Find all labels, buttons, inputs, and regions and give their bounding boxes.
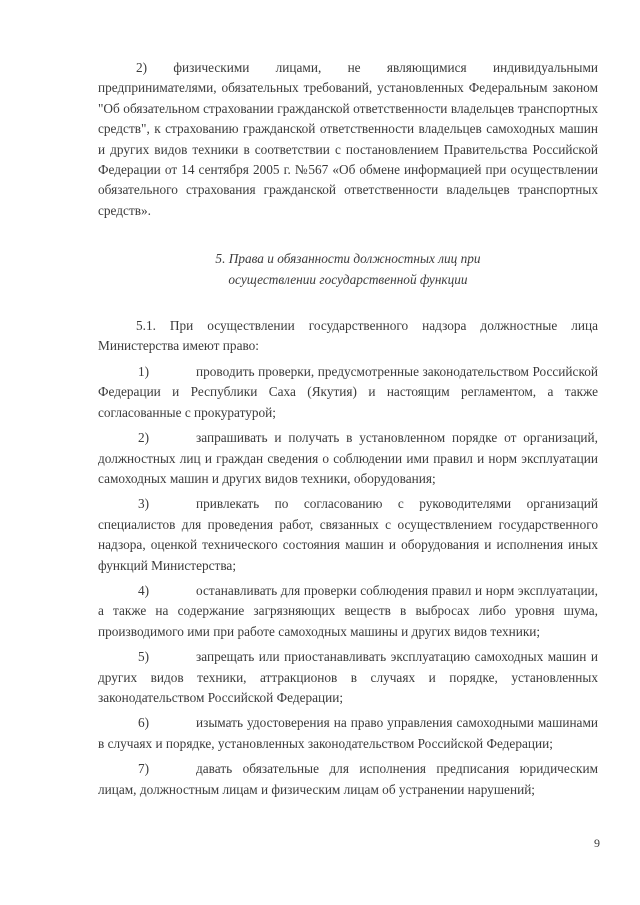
list-item-text: давать обязательные для исполнения предписания юридическим лицам, должностным лицам и физическим лицам об устранении нарушений; bbox=[98, 761, 598, 797]
list-item-number: 7) bbox=[138, 761, 150, 777]
list-item-6 bbox=[98, 713, 598, 754]
list-item-text: изымать удостоверения на право управления самоходными машинами в случаях и порядке, установленных законодательством Российской Федерации; bbox=[98, 715, 598, 751]
section-heading bbox=[98, 249, 598, 290]
list-item-2 bbox=[98, 428, 598, 489]
list-item-number: 5) bbox=[138, 649, 150, 665]
list-item-number: 3) bbox=[138, 496, 150, 512]
section-heading-line2: осуществлении государственной функции bbox=[228, 271, 468, 287]
list-item-text: привлекать по согласованию с руководителями организаций специалистов для проведения работ, связанных с осуществлением государственного надзора, оценкой технического состояния машин и оборудования и исполнения иных функций Министерства; bbox=[98, 496, 598, 573]
page-number: 9 bbox=[594, 836, 600, 850]
paragraph-2: 2) физическими лицами, не являющимися индивидуальными предпринимателями, обязательных требований, установленных Федеральным законом "Об обязательном страховании гражданской ответственности владельцев транспортных средств", к страхованию гражданской ответственности владельцев самоходных машин и других видов техники в соответствии с постановлением Правительства Российской Федерации от 14 сентября 2005 г. №567 «Об обмене информацией при осуществлении обязательного страхования гражданской ответственности владельцев транспортных средств». bbox=[98, 60, 598, 218]
section-heading-line1: 5. Права и обязанности должностных лиц при bbox=[215, 251, 481, 267]
list-item-text: останавливать для проверки соблюдения правил и норм эксплуатации, а также на содержание загрязняющих веществ в выбросах либо уровня шума, производимого ими при работе самоходных машины и других видов техники; bbox=[98, 582, 598, 639]
list-item-4 bbox=[98, 581, 598, 642]
list-item-number: 6) bbox=[138, 715, 150, 731]
list-item-text: проводить проверки, предусмотренные законодательством Российской Федерации и Республики Саха (Якутия) и настоящим регламентом, а также согласованные с прокуратурой; bbox=[98, 363, 598, 420]
list-item-number: 2) bbox=[138, 430, 150, 446]
list-item-7 bbox=[98, 759, 598, 800]
list-item-3 bbox=[98, 494, 598, 576]
list-item-number: 1) bbox=[138, 363, 150, 379]
list-item-1 bbox=[98, 362, 598, 423]
list-item-5 bbox=[98, 647, 598, 708]
paragraph-5-1: 5.1. При осуществлении государственного надзора должностные лица Министерства имеют право: bbox=[98, 318, 598, 354]
list-item-text: запрашивать и получать в установленном порядке от организаций, должностных лиц и граждан сведения о соблюдении ими правил и норм эксплуатации самоходных машин и других видов техники, оборудования; bbox=[98, 430, 598, 486]
list-item-number: 4) bbox=[138, 582, 150, 598]
list-item-text: запрещать или приостанавливать эксплуатацию самоходных машин и других видов техники, аттракционов в случаях и порядке, установленных законодательством Российской Федерации; bbox=[98, 649, 598, 705]
